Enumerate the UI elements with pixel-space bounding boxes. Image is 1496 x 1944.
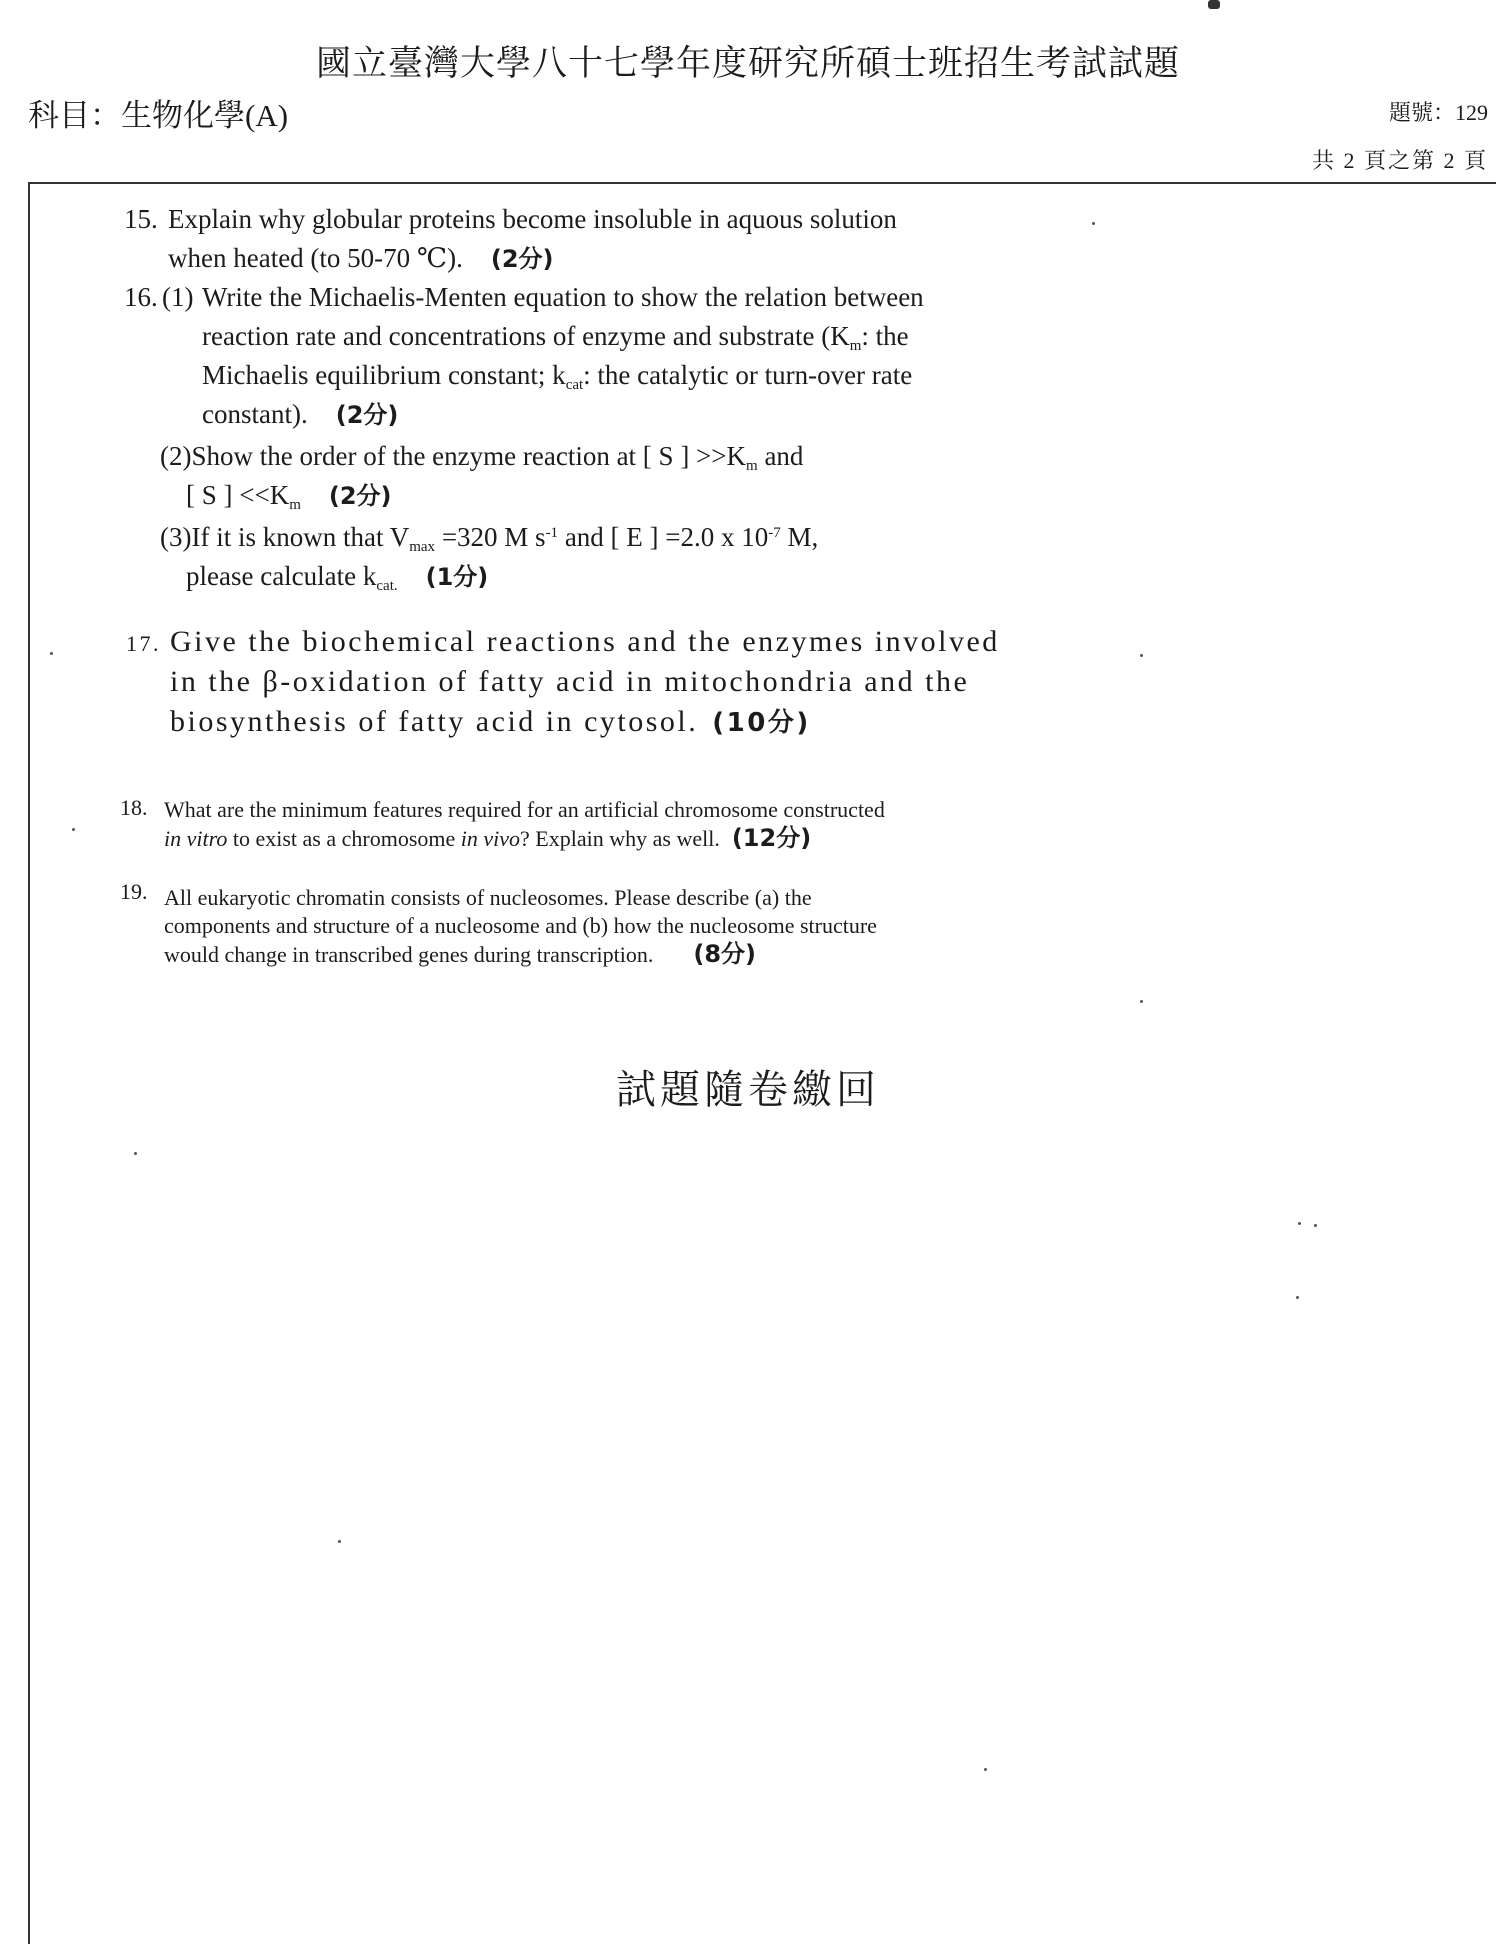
part-label: (1) bbox=[162, 282, 194, 312]
scan-speck bbox=[72, 828, 75, 831]
question-number-15: 15. bbox=[124, 204, 158, 234]
page-info: 共 2 頁之第 2 頁 bbox=[1311, 148, 1488, 173]
question-16-part-1-line-4: constant). (2分) bbox=[202, 399, 399, 429]
scan-speck bbox=[50, 652, 53, 655]
question-number: 題號：129 bbox=[1388, 100, 1488, 125]
points: (2分) bbox=[335, 401, 399, 429]
points: (10分) bbox=[712, 708, 811, 738]
question-19-line-2: components and structure of a nucleosome and (b) how the nucleosome structure bbox=[164, 913, 877, 938]
question-number-17: 17. bbox=[126, 631, 161, 656]
question-16-part-1-line-1: Write the Michaelis-Menten equation to show the relation between bbox=[202, 282, 924, 312]
question-number-16: 16. bbox=[124, 282, 158, 312]
scan-artifact bbox=[1208, 0, 1220, 9]
question-19-line-3: would change in transcribed genes during transcription. (8分) bbox=[164, 940, 757, 968]
question-19-line-1: All eukaryotic chromatin consists of nucleosomes. Please describe (a) the bbox=[164, 885, 812, 910]
scan-speck bbox=[1140, 1000, 1143, 1003]
question-19 bbox=[120, 879, 1120, 969]
question-16-part-2-line-2: [ S ] $<<K_m$ (2分) bbox=[186, 480, 392, 513]
points: (1分) bbox=[425, 563, 489, 591]
question-15-line-2: when heated (to 50-70 ℃). (2分) bbox=[168, 243, 554, 273]
scan-speck bbox=[1298, 1222, 1301, 1225]
scan-speck bbox=[1296, 1296, 1299, 1299]
scan-speck bbox=[1140, 654, 1143, 657]
scan-speck bbox=[1314, 1224, 1317, 1227]
scan-speck bbox=[1092, 222, 1095, 225]
points: (2分) bbox=[328, 482, 392, 510]
question-18-line-1: What are the minimum features required for an artificial chromosome constructed bbox=[164, 797, 885, 822]
points: (12分) bbox=[731, 824, 812, 852]
scan-speck bbox=[134, 1152, 137, 1155]
question-16-part-2-line-1: (2)Show the order of the enzyme reaction at [ S ] $>>K_m$ and bbox=[160, 441, 804, 474]
question-16-part-1-line-3: Michaelis equilibrium constant; $k_{cat}$: the catalytic or turn-over rate bbox=[202, 360, 913, 393]
scan-speck bbox=[338, 1540, 341, 1543]
question-17-line-3: biosynthesis of fatty acid in cytosol. (10分) bbox=[170, 705, 811, 738]
question-18-line-2: in vitro to exist as a chromosome in vivo? Explain why as well. (12分) bbox=[164, 824, 812, 852]
question-17-line-2: in the β-oxidation of fatty acid in mitochondria and the bbox=[170, 665, 970, 698]
question-16 bbox=[124, 278, 1024, 597]
exam-title: 國立臺灣大學八十七學年度研究所碩士班招生考試試題 bbox=[315, 44, 1180, 83]
question-16-part-3-line-2: please calculate $k_{cat.}$ (1分) bbox=[186, 561, 489, 594]
question-number-18: 18. bbox=[120, 795, 148, 820]
question-17-line-1: Give the biochemical reactions and the enzymes involved bbox=[170, 625, 1000, 658]
points: (2分) bbox=[490, 245, 554, 273]
subject-label: 科目：生物化學(A) bbox=[28, 98, 289, 133]
question-15-line-1: Explain why globular proteins become insoluble in aquous solution bbox=[168, 204, 897, 234]
scan-speck bbox=[984, 1768, 987, 1771]
question-15 bbox=[124, 200, 1024, 279]
question-16-part-3-line-1: (3)If it is known that $V_{max} =320$ M $s^{-1}$ and [ E ] =2.0 x $10^{-7}$ M, bbox=[160, 522, 819, 555]
question-18 bbox=[120, 796, 1120, 853]
question-17 bbox=[126, 622, 1126, 743]
return-exam-stamp: 試題隨卷繳回 bbox=[616, 1067, 880, 1113]
question-number-19: 19. bbox=[120, 879, 148, 904]
points: (8分) bbox=[693, 940, 757, 968]
question-16-part-1-line-2: reaction rate and concentrations of enzyme and substrate ($K_m$: the bbox=[202, 321, 909, 354]
